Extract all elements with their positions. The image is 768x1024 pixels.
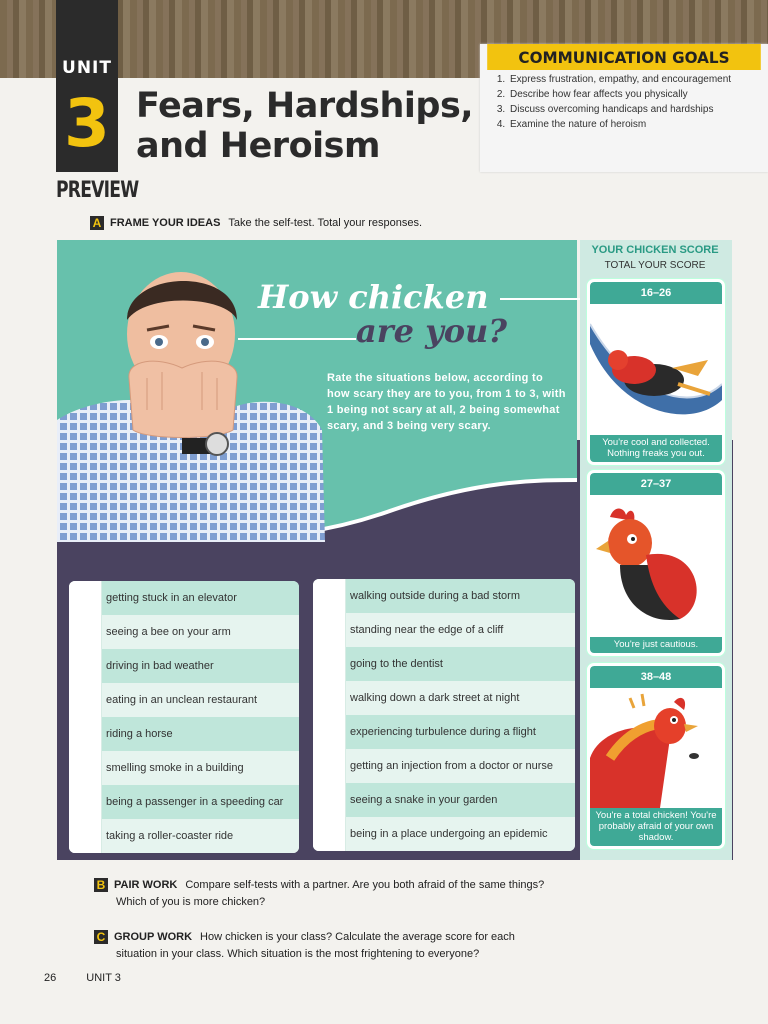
situation-row [313, 681, 575, 715]
communication-goals-box [480, 44, 768, 172]
rating-box[interactable] [69, 581, 102, 615]
situation-row [69, 615, 299, 649]
situation-list-left [69, 581, 299, 853]
rating-box[interactable] [313, 613, 346, 647]
situation-text: experiencing turbulence during a flight [350, 726, 536, 738]
page-footer [44, 972, 151, 984]
situation-text: being in a place undergoing an epidemic [350, 828, 548, 840]
situation-row [313, 817, 575, 851]
score-card-high [587, 663, 725, 849]
situation-text: eating in an unclean restaurant [106, 694, 258, 706]
cautious-chicken-icon [590, 495, 722, 635]
rating-box[interactable] [69, 615, 102, 649]
situation-text: being a passenger in a speeding car [106, 796, 284, 808]
score-subheading: TOTAL YOUR SCORE [604, 260, 706, 271]
cautious-chicken-illustration [590, 495, 722, 653]
situation-row [69, 785, 299, 819]
situation-text: getting an injection from a doctor or nurse [350, 760, 554, 772]
unit-title [136, 86, 473, 166]
unit-badge [56, 0, 118, 172]
situation-row [313, 749, 575, 783]
score-card-mid [587, 470, 725, 656]
situation-row [69, 683, 299, 717]
goals-list [480, 74, 768, 131]
situation-text: smelling smoke in a building [106, 762, 244, 774]
situation-text: standing near the edge of a cliff [350, 624, 504, 636]
section-c-text: How chicken is your class? Calculate the average score for each [200, 931, 515, 943]
score-caption: You're cool and collected. Nothing freaks you out. [590, 435, 722, 462]
rating-box[interactable] [69, 683, 102, 717]
situation-row [69, 717, 299, 751]
rating-box[interactable] [313, 647, 346, 681]
unit-title-line1: Fears, Hardships, [136, 86, 474, 126]
section-b-text: Compare self-tests with a partner. Are you both afraid of the same things? [185, 879, 545, 891]
rating-box[interactable] [69, 649, 102, 683]
situation-row [313, 783, 575, 817]
section-a-text: Take the self-test. Total your responses. [228, 216, 423, 229]
situation-row [313, 715, 575, 749]
unit-number: 3 [64, 85, 110, 162]
page-number: 26 [44, 972, 57, 984]
title-rule-right [500, 298, 580, 300]
situation-text: riding a horse [106, 728, 173, 740]
rating-box[interactable] [69, 751, 102, 785]
preview-heading: PREVIEW [56, 178, 139, 203]
rating-box[interactable] [69, 819, 102, 853]
score-range: 27–37 [590, 473, 722, 495]
score-range: 16–26 [590, 282, 722, 304]
score-caption: You're just cautious. [590, 637, 722, 653]
score-card-low [587, 279, 725, 465]
goal-item: 3. Discuss overcoming handicaps and hardships [508, 104, 768, 116]
rating-box[interactable] [313, 681, 346, 715]
section-c [94, 929, 634, 963]
goals-heading: COMMUNICATION GOALS [487, 44, 761, 70]
goal-item: 1. Express frustration, empathy, and encouragement [508, 74, 768, 86]
situation-row [313, 613, 575, 647]
total-chicken-illustration [590, 688, 722, 846]
situation-row [69, 751, 299, 785]
hammock-chicken-icon [590, 304, 722, 424]
hammock-chicken-illustration [590, 304, 722, 462]
goal-item: 2. Describe how fear affects you physically [508, 89, 768, 101]
situation-text: seeing a snake in your garden [350, 794, 498, 806]
quiz-title-line2: are you? [356, 312, 508, 350]
section-c-text2: situation in your class. Which situation is the most frightening to everyone? [116, 948, 480, 960]
section-b-badge: B [94, 878, 108, 892]
section-a-title: FRAME YOUR IDEAS [110, 216, 221, 229]
situation-text: walking outside during a bad storm [350, 590, 520, 602]
situation-row [69, 581, 299, 615]
situation-row [69, 819, 299, 853]
rating-box[interactable] [313, 749, 346, 783]
section-b-title: PAIR WORK [114, 879, 178, 891]
score-range: 38–48 [590, 666, 722, 688]
situation-text: getting stuck in an elevator [106, 592, 237, 604]
section-b-text2: Which of you is more chicken? [116, 896, 266, 908]
rating-box[interactable] [313, 715, 346, 749]
situation-text: walking down a dark street at night [350, 692, 520, 704]
situation-text: going to the dentist [350, 658, 443, 670]
score-caption: You're a total chicken! You're probably afraid of your own shadow. [590, 808, 722, 846]
rating-box[interactable] [69, 785, 102, 819]
situation-row [313, 647, 575, 681]
unit-label: UNIT [62, 58, 112, 78]
rating-box[interactable] [313, 817, 346, 851]
unit-title-line2: and Heroism [136, 126, 380, 166]
section-a [90, 216, 422, 230]
rating-box[interactable] [313, 579, 346, 613]
section-c-badge: C [94, 930, 108, 944]
section-c-title: GROUP WORK [114, 931, 193, 943]
section-a-badge: A [90, 216, 104, 230]
score-heading: YOUR CHICKEN SCORE [591, 244, 719, 256]
situation-text: driving in bad weather [106, 660, 214, 672]
total-chicken-icon [590, 688, 722, 808]
situation-text: seeing a bee on your arm [106, 626, 231, 638]
quiz-instructions: Rate the situations below, according to how scary they are to you, from 1 to 3, with 1 being not scary at all, 2 being somewhat scary, and 3 being very scary. [327, 372, 566, 432]
situation-row [313, 579, 575, 613]
goal-item: 4. Examine the nature of heroism [508, 119, 768, 131]
section-b [94, 877, 634, 911]
situation-text: taking a roller-coaster ride [106, 830, 234, 842]
footer-unit: UNIT 3 [86, 972, 121, 984]
rating-box[interactable] [313, 783, 346, 817]
situation-row [69, 649, 299, 683]
title-rule-left [238, 338, 356, 340]
rating-box[interactable] [69, 717, 102, 751]
quiz-title-line1: How chicken [258, 278, 489, 316]
situation-list-right [313, 579, 575, 851]
